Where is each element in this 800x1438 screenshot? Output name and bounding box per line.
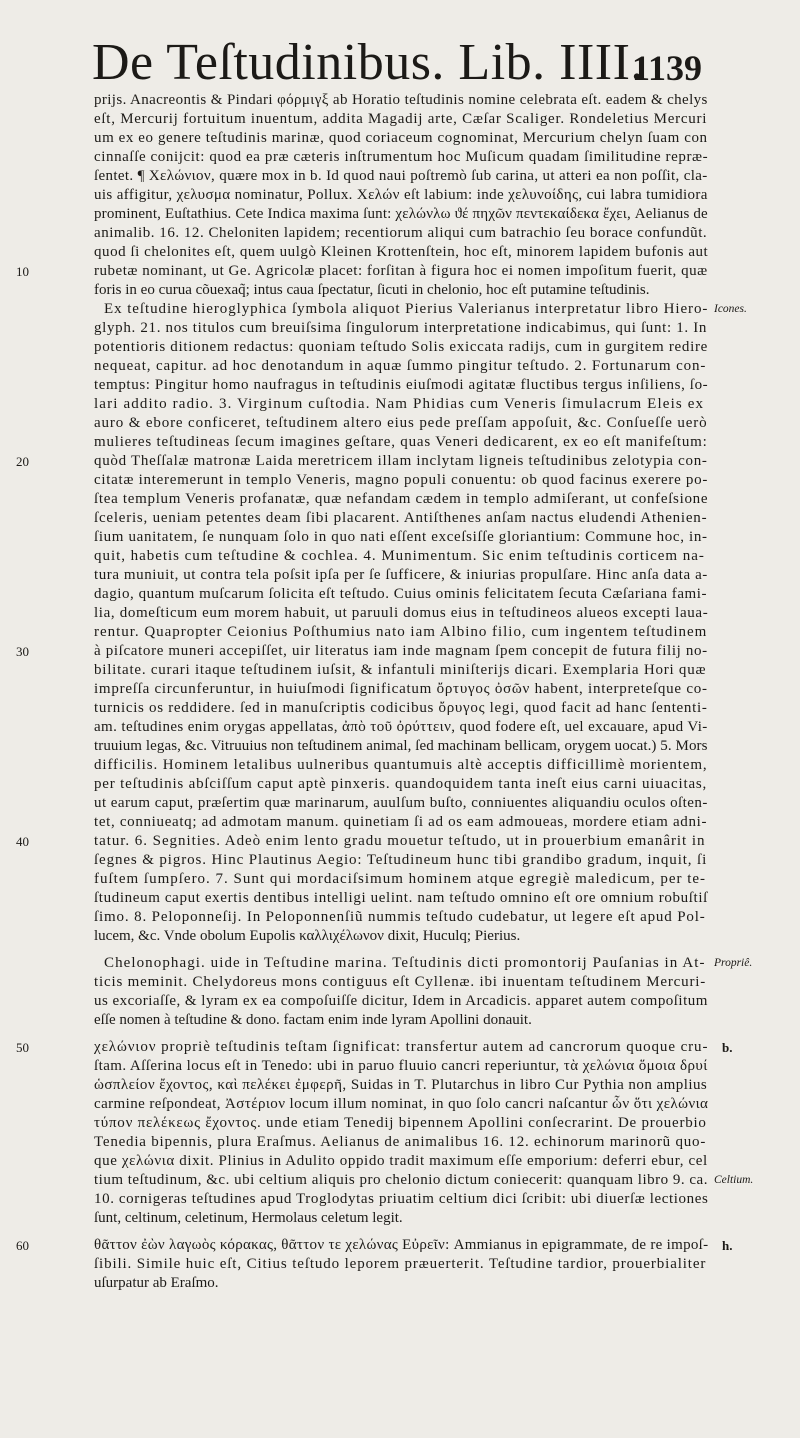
line-text: auro & ebore conficeret, teſtudinem altero eius pede preſſam appoſuit, &c. Conſueſſe uerò (94, 415, 708, 431)
line-text: us excoriaſſe, & lyram ex ea compoſuiſſe dicitur, Idem in Arcadicis. apparet autem compoſitum (94, 993, 708, 1009)
text-line (94, 319, 708, 338)
margin-note: Celtium. (714, 1174, 754, 1186)
line-number: 60 (16, 1238, 29, 1253)
text-line (94, 300, 747, 319)
line-text: bilitate. curari itaque teſtudinem iuſsit, & infantuli miniſterijs dicari. Exemplaria Hori quæ (94, 662, 707, 678)
line-text: fuſtem ſumpſero. 7. Sunt qui mordaciſsimum hominem atque egregiè maledicum, per te- (94, 871, 707, 887)
text-line (94, 1114, 708, 1133)
line-text: difficilis. Hominem letalibus uulneribus quantumuis altè acceptis difficillimè morientem, (94, 757, 708, 773)
text-line (94, 661, 708, 680)
line-text: temptus: Pingitur homo naufragus in teſtudinis eiuſmodi agitatæ fluctibus tergus inſiliens, ſo- (94, 377, 709, 393)
line-text: ſentet. ¶ Χελώνιον, quære mox in b. Id quod naui poſtremò ſub carina, ut atteri ea non poſſit, cla- (94, 168, 708, 184)
margin-note: Propriê. (714, 957, 753, 969)
text-line (94, 281, 708, 300)
line-text: tet, conniueatq; ad admotam manum. quinetiam ſi ad os eam admoueas, mordere etiam adni- (94, 814, 708, 830)
line-text: lucem, &c. Vnde obolum Eupolis καλλιχέλωνον dixit, Huculq; Pierius. (94, 928, 521, 944)
text-line (94, 737, 708, 756)
line-text: quit, habetis cum teſtudine & cochlea. 4. Munimentum. Sic enim teſtudinis corticem na- (94, 548, 705, 564)
line-text: potentioris ditionem redactus: quoniam teſtudo Solis exiccata radijs, cum in gurgitem redire (94, 339, 708, 355)
line-text: prijs. Anacreontis & Pindari φόρμιγξ ab Horatio teſtudinis nomine celebrata eſt. eadem & chelys (94, 92, 708, 108)
text-line (94, 973, 708, 992)
text-line (94, 623, 708, 642)
text-line (94, 908, 708, 927)
text-line (94, 718, 708, 737)
line-text: ὡσπλείον ἔχοντος, καὶ πελέκει ἐμφερῆ, Suidas in T. Plutarchus in libro Cur Pythia non amplius (94, 1077, 708, 1093)
text-line (94, 1011, 708, 1030)
line-text: per teſtudinis abſciſſum caput aptè pinxeris. quandoquidem tanta ineſt eius carni uiuacitas, (94, 776, 708, 792)
text-line (94, 1274, 708, 1293)
text-line (94, 680, 708, 699)
text-line (94, 547, 708, 566)
text-line (94, 490, 708, 509)
line-text: animalib. 16. 12. Cheloniten lapidem; recentiorum aliqui cum batrachio ſeu borace confundũt. (94, 225, 708, 241)
text-line (94, 1076, 708, 1095)
line-text: lari addito radio. 3. Virginum cuſtodia. Nam Phidias cum Veneris ſimulacrum Eleis ex (94, 396, 705, 412)
text-line (94, 129, 708, 148)
text-line (94, 870, 708, 889)
line-text: ſtudineum caput exertis dentibus intelligi uelint. nam teſtudo omnino eſt ore omnium robuſtiſ (94, 890, 708, 906)
text-line (94, 243, 708, 262)
text-line (94, 1171, 754, 1190)
line-text: rubetæ nominant, ut Ge. Agricolæ placet: forſitan à figura hoc ei nomen impoſitum fuerit, quæ (94, 263, 708, 279)
line-text: Tenedia bipennis, plura Eraſmus. Aelianus de animalibus 16. 12. echinorum marinorũ quo- (94, 1134, 707, 1150)
line-text: carmine reſpondeat, Ἀστέριον locum illum nominat, in quo ſolo cancri naſcantur ὧν ὅτι χελώνια (94, 1096, 709, 1112)
text-line (94, 433, 708, 452)
text-line (94, 110, 708, 129)
line-number: 50 (16, 1040, 29, 1055)
main-text (16, 91, 754, 1293)
page-header (0, 28, 800, 98)
line-text: ſium uanitatem, ſe nunquam ſolo in quo nati eſſent exceſsiſſe gloriantium: Commune hoc, in- (94, 529, 708, 545)
text-line (94, 1057, 708, 1076)
text-line (94, 851, 708, 870)
line-text: nequeat, capitur. ad hoc denotandum in aquæ ſummo pingitur teſtudo. 2. Fortunarum con- (94, 358, 707, 374)
text-line (16, 452, 708, 471)
text-line (94, 91, 708, 110)
line-text: ſceleris, ueniam petentes deam ſibi placarent. Antiſthenes anſam nactus eludendi Athenien- (94, 510, 708, 526)
line-text: tium teſtudinum, &c. ubi celtium aliquis pro chelonio dictum coniecerit: quanquam libro 9. ca. (94, 1172, 708, 1188)
line-text: citatæ interemerunt in templo Veneris, magno populi conuentu: ob quod facinus exerere po- (94, 472, 709, 488)
text-line (94, 528, 708, 547)
line-text: ut earum caput, præſertim quæ marinarum, auulſum buſto, conniuentes aliquandiu oculos oſten- (94, 795, 708, 811)
text-line (94, 585, 708, 604)
line-text: eſſe nomen à teſtudine & dono. factam enim inde lyram Apollini donauit. (94, 1012, 532, 1028)
line-text: uſurpatur ab Eraſmo. (94, 1275, 219, 1291)
line-number: 40 (16, 834, 29, 849)
text-line (94, 395, 708, 414)
text-line (94, 756, 708, 775)
text-line (94, 1209, 708, 1228)
text-line (94, 794, 708, 813)
line-text: dagio, quantum muſcarum ſolicita eſt teſtudo. Cuius ominis felicitatem ſecuta Cæſariana fami- (94, 586, 707, 602)
line-text: eſt, Mercurij fortuitum inuentum, addita Magadij arte, Cæſar Scaliger. Rondeletius Mercuri (94, 111, 708, 127)
text-line (94, 357, 708, 376)
line-text: ſibili. Simile huic eſt, Citius teſtudo leporem præuerterit. Teſtudine tardior, prouerbialiter (94, 1256, 707, 1272)
margin-note: Icones. (714, 303, 747, 315)
page-number: 1139 (632, 48, 703, 88)
line-text: prominent, Euſtathius. Cete Indica maxima ſunt: χελώνλω ϑέ πηχῶν πεντεκαίδεκα ἔχει, Aelianus de (94, 206, 708, 222)
text-line (94, 992, 708, 1011)
text-line (94, 604, 708, 623)
line-text: mulieres teſtudineas ſecum imagines geſtare, quas Veneri dedicarent, ex eo eſt manifeſtum: (94, 434, 708, 450)
line-text: que χελώνια dixit. Plinius in Adulito oppido tradit maximum eſſe emporium: deferri ebur, cel (94, 1153, 708, 1169)
text-line (94, 338, 708, 357)
text-line (94, 889, 708, 908)
line-text: rentur. Quapropter Ceionius Poſthumius nato iam Albino filio, cum ingentem teſtudinem (94, 624, 708, 640)
line-text: ticis meminit. Chelydoreus mons contiguus eſt Cyllenæ. ibi inuentam teſtudinem Mercuri- (94, 974, 707, 990)
line-text: foris in eo curua cõuexaq̃; intus caua ſpectatur, ſicuti in chelonio, hoc eſt putamine teſtudinis. (94, 282, 650, 298)
line-text: θᾶττον ἐὼν λαγωὸς κόρακας, θᾶττον τε χελώνας Εὐρεῖν: Ammianus in epigrammate, de re impoſ- (94, 1237, 709, 1253)
text-line (94, 813, 708, 832)
line-text: impreſſa circunferuntur, in huiuſmodi ſignificatum ὄρτυγος ὀσῶν habent, interpreteſque co- (94, 681, 708, 697)
margin-note: h. (722, 1238, 733, 1253)
line-text: Ex teſtudine hieroglyphica ſymbola aliquot Pierius Valerianus interpretatur libro Hiero- (104, 301, 709, 317)
line-text: am. teſtudines enim orygas appellatas, ἀπὸ τοῦ ὀρύττειν, quod fodere eſt, uel excauare, apud Vi- (94, 719, 708, 735)
line-text: χελώνιον propriè teſtudinis teſtam ſignificat: transfertur autem ad cancrorum quoque cru- (94, 1039, 709, 1055)
line-text: quod ſi chelonites eſt, quem uulgò Kleinen Krottenſtein, hoc eſt, minorem lapidem bufonis aut (94, 244, 709, 260)
text-line (94, 954, 753, 973)
text-line (94, 471, 708, 490)
text-line (94, 1190, 708, 1209)
text-line (94, 699, 708, 718)
line-text: uis affigitur, χελυσμα nominatur, Pollux. Χελών eſt labium: inde χελυνοίδης, cui labra tumidiora (94, 187, 708, 203)
text-line (16, 1038, 733, 1057)
line-text: um ex eo genere teſtudinis marinæ, quod coriaceum cognominat, Mercurium chelyn ſuam con (94, 130, 708, 146)
line-text: turnicis os reddidere. ſed in manuſcriptis codicibus ὄρυγος legi, quod facit ad hanc ſententi- (94, 700, 708, 716)
text-line (94, 1133, 708, 1152)
line-number: 30 (16, 644, 29, 659)
text-line (94, 414, 708, 433)
text-line (94, 509, 708, 528)
line-text: ſtea templum Veneris profanatæ, quæ nefandam cædem in templo admiſerant, ut confeſsione (94, 491, 709, 507)
text-line (94, 1095, 708, 1114)
line-number: 20 (16, 454, 29, 469)
line-text: ſunt, celtinum, celetinum, Hermolaus celetum legit. (94, 1210, 403, 1226)
line-text: glyph. 21. nos titulos cum breuiſsima ſingulorum interpretatione indicabimus, qui ſunt: 1. In (94, 320, 708, 336)
text-line (94, 224, 708, 243)
text-line (16, 832, 708, 851)
text-line (94, 205, 708, 224)
text-line (94, 186, 708, 205)
line-text: cinnaſſe conijcit: quod ea præ cæteris inſtrumentum hoc Muſicum quadam ſimilitudine repræ- (94, 149, 709, 165)
text-line (16, 262, 708, 281)
margin-note: b. (722, 1040, 733, 1055)
line-text: truuium legas, &c. Vitruuius non teſtudinem animal, ſed machinam bellicam, orygem uocat.) 5. Mors (94, 738, 708, 754)
text-line (94, 1255, 708, 1274)
text-line (94, 927, 708, 946)
line-text: ſegnes & pigros. Hinc Plautinus Aegio: Teſtudineum hunc tibi grandibo gradum, inquit, ſi (94, 852, 708, 868)
text-line (94, 376, 708, 395)
line-text: tatur. 6. Segnities. Adeò enim lento gradu mouetur teſtudo, ut in prouerbium emanârit in (94, 833, 706, 849)
line-number: 10 (16, 264, 29, 279)
line-text: lia, domeſticum eum morem habuit, ut paruuli domus eius in teſtudineos alueos excepti laua- (94, 605, 709, 621)
line-text: quòd Theſſalæ matronæ Laida meretricem illam inclytam ligneis teſtudinibus zelotypia con- (94, 453, 708, 469)
text-line (94, 148, 708, 167)
text-line (94, 775, 708, 794)
text-line (94, 1152, 708, 1171)
text-line (94, 167, 708, 186)
line-text: τύπον πελέκεως ἔχοντος. unde etiam Tenedij bipennem Apollini conſecrarint. De prouerbio (94, 1115, 707, 1131)
text-line (16, 642, 708, 661)
line-text: ſtam. Aſſerina locus eſt in Tenedo: ubi in paruo fluuio cancri reperiuntur, τὰ χελώνια ὅμοια δρυί (94, 1058, 708, 1074)
line-text: tura muniuit, ut contra tela poſsit ipſa per ſe ſufficere, & iniurias propulſare. Hinc anſa data a- (94, 567, 708, 583)
line-text: Chelonophagi. uide in Teſtudine marina. Teſtudinis dicti promontorij Pauſanias in At- (104, 955, 706, 971)
line-text: ſimo. 8. Peloponneſij. In Peloponnenſiũ nummis teſtudo cudebatur, ut legere eſt apud Pol- (94, 909, 706, 925)
line-text: à piſcatore muneri accepiſſet, uir literatus iam inde magnam ſpem concepit de futura filij no- (94, 643, 708, 659)
line-text: 10. cornigeras teſtudines apud Troglodytas priuatim celtium dici ſcribit: ubi diuerſæ lectiones (94, 1191, 709, 1207)
text-line (16, 1236, 733, 1255)
text-line (94, 566, 708, 585)
running-title: De Teſtudinibus. Lib. IIII. (92, 34, 644, 91)
